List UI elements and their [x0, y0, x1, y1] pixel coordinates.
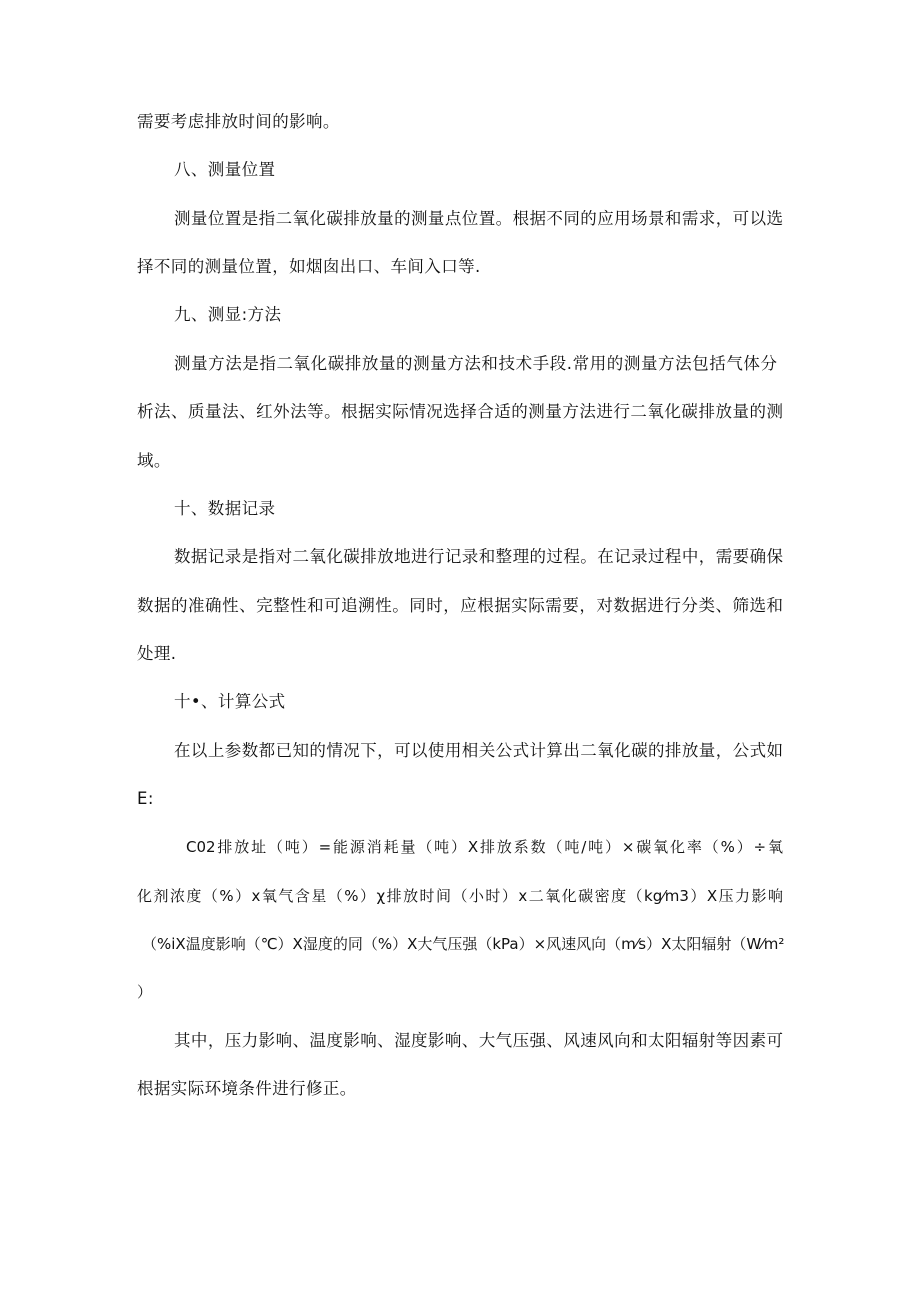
paragraph-line: 数据的准确性、完整性和可追溯性。同时，应根据实际需要，对数据进行分类、筛选和	[137, 596, 783, 615]
paragraph-line: 在以上参数都已知的情况下，可以使用相关公式计算出二氧化碳的排放量，公式如	[174, 741, 783, 760]
section-heading-measurement-method: 九、测显:方法	[174, 305, 282, 324]
paragraph-line: 数据记录是指对二氧化碳排放地进行记录和整理的过程。在记录过程中，需要确保	[174, 547, 783, 566]
section-heading-measurement-location: 八、测量位置	[174, 160, 276, 179]
formula-line: C02排放址（吨）=能源消耗量（吨）X排放系数（吨/吨）×碳氧化率（%）÷氧	[186, 838, 783, 856]
formula-line: （%iX温度影响（℃）X湿度的同（%）X大气压强（kPa）×风速风向（m⁄s）X太阳辐射（W⁄m²	[142, 935, 785, 953]
paragraph-line: 需要考虑排放时间的影响。	[137, 112, 340, 131]
section-heading-data-recording: 十、数据记录	[174, 499, 276, 518]
paragraph-line: E:	[137, 789, 154, 808]
paragraph-line: 处理.	[137, 644, 177, 663]
formula-line: ）	[137, 983, 153, 1001]
paragraph-line: 域。	[137, 451, 171, 470]
section-heading-calculation-formula: 十•、计算公式	[174, 692, 286, 711]
paragraph-line: 其中，压力影响、温度影响、湿度影响、大气压强、风速风向和太阳辐射等因素可	[174, 1031, 783, 1050]
paragraph-line: 择不同的测量位置，如烟囱出口、车间入口等.	[137, 257, 481, 276]
paragraph-line: 测量方法是指二氧化碳排放量的测量方法和技术手段.常用的测量方法包括气体分	[174, 354, 777, 373]
paragraph-line: 析法、质量法、红外法等。根据实际情况选择合适的测量方法进行二氧化碳排放量的测	[137, 402, 783, 421]
paragraph-line: 根据实际环境条件进行修正。	[137, 1079, 357, 1098]
formula-line: 化剂浓度（%）x氧气含星（%）χ排放时间（小时）x二氧化碳密度（kg⁄m3）X压力影响	[137, 887, 783, 905]
paragraph-line: 测量位置是指二氧化碳排放量的测量点位置。根据不同的应用场景和需求，可以选	[174, 209, 783, 228]
